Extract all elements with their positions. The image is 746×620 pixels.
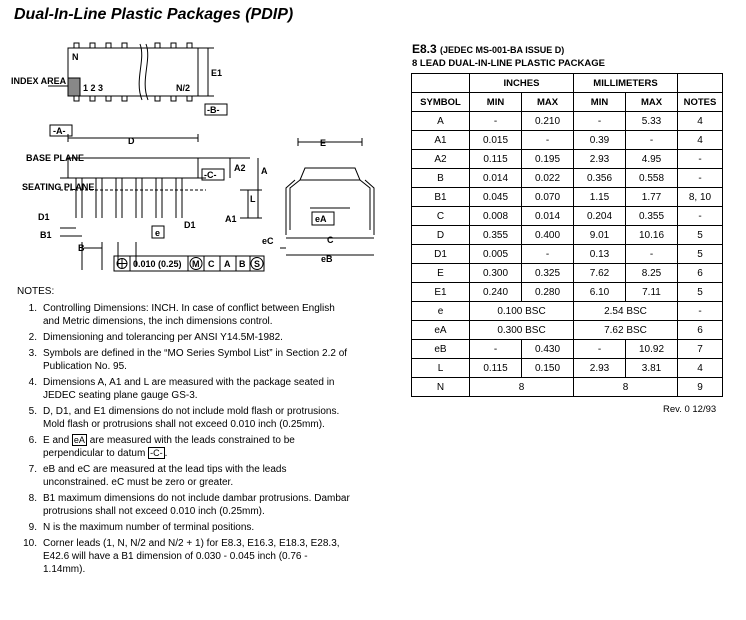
notes-cell: - [678, 207, 723, 226]
value-cell: 0.210 [522, 112, 574, 131]
table-header-millimeters: MILLIMETERS [574, 74, 678, 93]
package-subtitle: 8 LEAD DUAL-IN-LINE PLASTIC PACKAGE [412, 58, 605, 69]
notes-cell: 4 [678, 131, 723, 150]
value-cell: 0.115 [470, 359, 522, 378]
e-dimension-label: E [320, 138, 327, 148]
revision-label: Rev. 0 12/93 [663, 404, 717, 415]
table-row [412, 131, 723, 150]
package-standard: (JEDEC MS-001-BA ISSUE D) [440, 45, 565, 55]
symbol-cell: L [412, 359, 470, 378]
table-header-symbol: SYMBOL [412, 93, 470, 112]
value-cell: 7.62 BSC [574, 321, 678, 340]
value-cell: - [470, 112, 522, 131]
note-number: 7. [28, 464, 37, 475]
table-header-min: MIN [574, 93, 626, 112]
value-cell: 3.81 [626, 359, 678, 378]
note-number: 2. [28, 332, 37, 343]
value-cell: 9.01 [574, 226, 626, 245]
value-cell: 2.93 [574, 150, 626, 169]
value-cell: 0.204 [574, 207, 626, 226]
e1-dimension-label: E1 [211, 68, 223, 78]
symbol-cell: B [412, 169, 470, 188]
value-cell: 10.16 [626, 226, 678, 245]
pin-n-label: N [72, 52, 79, 62]
notes-list [17, 302, 352, 579]
note-item [17, 521, 352, 534]
symbol-cell: E [412, 264, 470, 283]
value-cell: - [470, 340, 522, 359]
value-cell: 7.11 [626, 283, 678, 302]
value-cell: - [574, 112, 626, 131]
value-cell: 0.008 [470, 207, 522, 226]
b-dimension-label: B [78, 243, 85, 253]
table-row [412, 264, 723, 283]
table-header-max: MAX [522, 93, 574, 112]
eb-dimension-label: eB [321, 254, 333, 264]
value-cell: - [574, 340, 626, 359]
value-cell: 0.325 [522, 264, 574, 283]
table-header-blank [412, 74, 470, 93]
table-header-inches: INCHES [470, 74, 574, 93]
package-code-heading [412, 42, 564, 56]
value-cell: 2.93 [574, 359, 626, 378]
notes-cell: 7 [678, 340, 723, 359]
note-text-part: are measured with the leads constrained to be perpendicular to datum [43, 435, 295, 459]
note-text: N is the maximum number of terminal positions. [43, 522, 255, 533]
table-row [412, 150, 723, 169]
table-row [412, 302, 723, 321]
notes-cell: 5 [678, 245, 723, 264]
fcf-s-modifier: S [254, 259, 261, 269]
fcf-datum-c: C [208, 259, 215, 269]
b1-dimension-label: B1 [40, 230, 52, 240]
notes-cell: 5 [678, 283, 723, 302]
package-drawing [0, 30, 405, 280]
symbol-cell: C [412, 207, 470, 226]
d-dimension-label: D [128, 136, 135, 146]
value-cell: 6.10 [574, 283, 626, 302]
value-cell: 0.014 [470, 169, 522, 188]
table-header-max: MAX [626, 93, 678, 112]
fcf-m-modifier: M [192, 259, 200, 269]
note-text: Controlling Dimensions: INCH. In case of conflict between English and Metric dimensions, the inch dimensions control. [43, 303, 335, 327]
note-number: 8. [28, 493, 37, 504]
value-cell: 0.014 [522, 207, 574, 226]
note-text: Dimensioning and tolerancing per ANSI Y14.5M-1982. [43, 332, 283, 343]
notes-cell: - [678, 302, 723, 321]
note-text [43, 434, 352, 460]
symbol-cell: A [412, 112, 470, 131]
value-cell: 0.015 [470, 131, 522, 150]
value-cell: 0.355 [470, 226, 522, 245]
value-cell: 8.25 [626, 264, 678, 283]
value-cell: 0.100 BSC [470, 302, 574, 321]
note-number: 5. [28, 406, 37, 417]
ea-dimension-label: eA [315, 214, 327, 224]
note-text-part: E and [43, 435, 70, 446]
value-cell: 0.356 [574, 169, 626, 188]
value-cell: 0.240 [470, 283, 522, 302]
note-item [17, 331, 352, 344]
d1-dimension-label: D1 [38, 212, 50, 222]
a1-dimension-label: A1 [225, 214, 237, 224]
symbol-cell: E1 [412, 283, 470, 302]
a-dimension-label: A [261, 166, 268, 176]
datum-c-label: -C- [204, 170, 217, 180]
value-cell: 8 [574, 378, 678, 397]
note-text: eB and eC are measured at the lead tips with the leads unconstrained. eC must be zero or greater. [43, 464, 287, 488]
value-cell: - [522, 131, 574, 150]
value-cell: 0.39 [574, 131, 626, 150]
value-cell: 0.195 [522, 150, 574, 169]
table-header-notes: NOTES [678, 93, 723, 112]
note-item [17, 537, 352, 576]
value-cell: 2.54 BSC [574, 302, 678, 321]
note-item [17, 302, 352, 328]
symbol-cell: eA [412, 321, 470, 340]
base-plane-label: BASE PLANE [26, 153, 85, 163]
note-text: Corner leads (1, N, N/2 and N/2 + 1) for E8.3, E16.3, E18.3, E28.3, E42.6 will have a B1 dimension of 0.030 - 0.045 inch (0.76 - 1.14mm). [43, 538, 340, 575]
notes-cell: 9 [678, 378, 723, 397]
note-item [17, 492, 352, 518]
table-row [412, 321, 723, 340]
fcf-datum-a: A [224, 259, 231, 269]
notes-cell: - [678, 169, 723, 188]
table-row [412, 112, 723, 131]
value-cell: 0.045 [470, 188, 522, 207]
symbol-cell: A1 [412, 131, 470, 150]
table-row [412, 207, 723, 226]
table-row [412, 359, 723, 378]
l-dimension-label: L [250, 194, 256, 204]
value-cell: 0.558 [626, 169, 678, 188]
value-cell: 0.13 [574, 245, 626, 264]
table-row [412, 226, 723, 245]
note-number: 4. [28, 377, 37, 388]
note-text: D, D1, and E1 dimensions do not include mold flash or protrusions. Mold flash or protrusions shall not exceed 0.010 inch (0.25mm). [43, 406, 340, 430]
value-cell: 0.115 [470, 150, 522, 169]
value-cell: 0.070 [522, 188, 574, 207]
table-row [412, 245, 723, 264]
value-cell: 1.15 [574, 188, 626, 207]
value-cell: 0.280 [522, 283, 574, 302]
index-area-label: INDEX AREA [11, 76, 67, 86]
notes-cell: 4 [678, 112, 723, 131]
value-cell: - [626, 245, 678, 264]
ec-dimension-label: eC [262, 236, 274, 246]
table-row [412, 340, 723, 359]
notes-cell: 8, 10 [678, 188, 723, 207]
page-title: Dual-In-Line Plastic Packages (PDIP) [14, 6, 294, 23]
note-text: B1 maximum dimensions do not include dambar protrusions. Dambar protrusions shall not exceed 0.010 inch (0.25mm). [43, 493, 350, 517]
table-row [412, 283, 723, 302]
pin-numbers-label: 1 2 3 [83, 83, 104, 93]
symbol-cell: A2 [412, 150, 470, 169]
value-cell: 4.95 [626, 150, 678, 169]
value-cell: 0.355 [626, 207, 678, 226]
note-text: Dimensions A, A1 and L are measured with the package seated in JEDEC seating plane gauge GS-3. [43, 377, 335, 401]
note-number: 10. [23, 538, 37, 549]
fcf-datum-b: B [239, 259, 246, 269]
table-row [412, 169, 723, 188]
fcf-tolerance-value: 0.010 (0.25) [133, 259, 182, 269]
value-cell: 0.400 [522, 226, 574, 245]
e-pitch-label: e [155, 228, 161, 238]
d1-dimension-label-right: D1 [184, 220, 196, 230]
note-item [17, 347, 352, 373]
value-cell: 0.005 [470, 245, 522, 264]
symbol-cell: B1 [412, 188, 470, 207]
datum-a-label: -A- [53, 126, 66, 136]
symbol-cell: D1 [412, 245, 470, 264]
notes-cell: 6 [678, 321, 723, 340]
value-cell: 8 [470, 378, 574, 397]
value-cell: 1.77 [626, 188, 678, 207]
notes-cell: 5 [678, 226, 723, 245]
value-cell: 0.022 [522, 169, 574, 188]
table-row [412, 188, 723, 207]
value-cell: 0.300 BSC [470, 321, 574, 340]
value-cell: 0.430 [522, 340, 574, 359]
a2-dimension-label: A2 [234, 163, 246, 173]
table-header-min: MIN [470, 93, 522, 112]
note-item [17, 405, 352, 431]
datum-b-label: -B- [207, 105, 220, 115]
c-datum-box: -C- [150, 448, 163, 458]
note-number: 3. [28, 348, 37, 359]
note-number: 9. [28, 522, 37, 533]
note-item [17, 376, 352, 402]
notes-cell: 4 [678, 359, 723, 378]
note-text-part: . [164, 448, 168, 459]
seating-plane-label: SEATING PLANE [22, 182, 95, 192]
notes-cell: 6 [678, 264, 723, 283]
symbol-cell: e [412, 302, 470, 321]
note-text: Symbols are defined in the “MO Series Symbol List” in Section 2.2 of Publication No. 95. [43, 348, 348, 372]
symbol-cell: eB [412, 340, 470, 359]
value-cell: 7.62 [574, 264, 626, 283]
note-number: 6. [28, 435, 37, 446]
c-dimension-label: C [327, 235, 334, 245]
value-cell: 5.33 [626, 112, 678, 131]
table-row [412, 378, 723, 397]
notes-heading: NOTES: [17, 286, 55, 297]
dimensions-table [411, 73, 723, 397]
package-code: E8.3 [412, 42, 437, 56]
note-number: 1. [28, 303, 37, 314]
ea-datum-box: eA [73, 435, 85, 445]
notes-cell: - [678, 150, 723, 169]
symbol-cell: D [412, 226, 470, 245]
value-cell: - [626, 131, 678, 150]
note-item [17, 463, 352, 489]
value-cell: - [522, 245, 574, 264]
note-item [17, 434, 352, 460]
value-cell: 10.92 [626, 340, 678, 359]
symbol-cell: N [412, 378, 470, 397]
table-header-blank [678, 74, 723, 93]
pin-n2-label: N/2 [176, 83, 191, 93]
value-cell: 0.150 [522, 359, 574, 378]
value-cell: 0.300 [470, 264, 522, 283]
